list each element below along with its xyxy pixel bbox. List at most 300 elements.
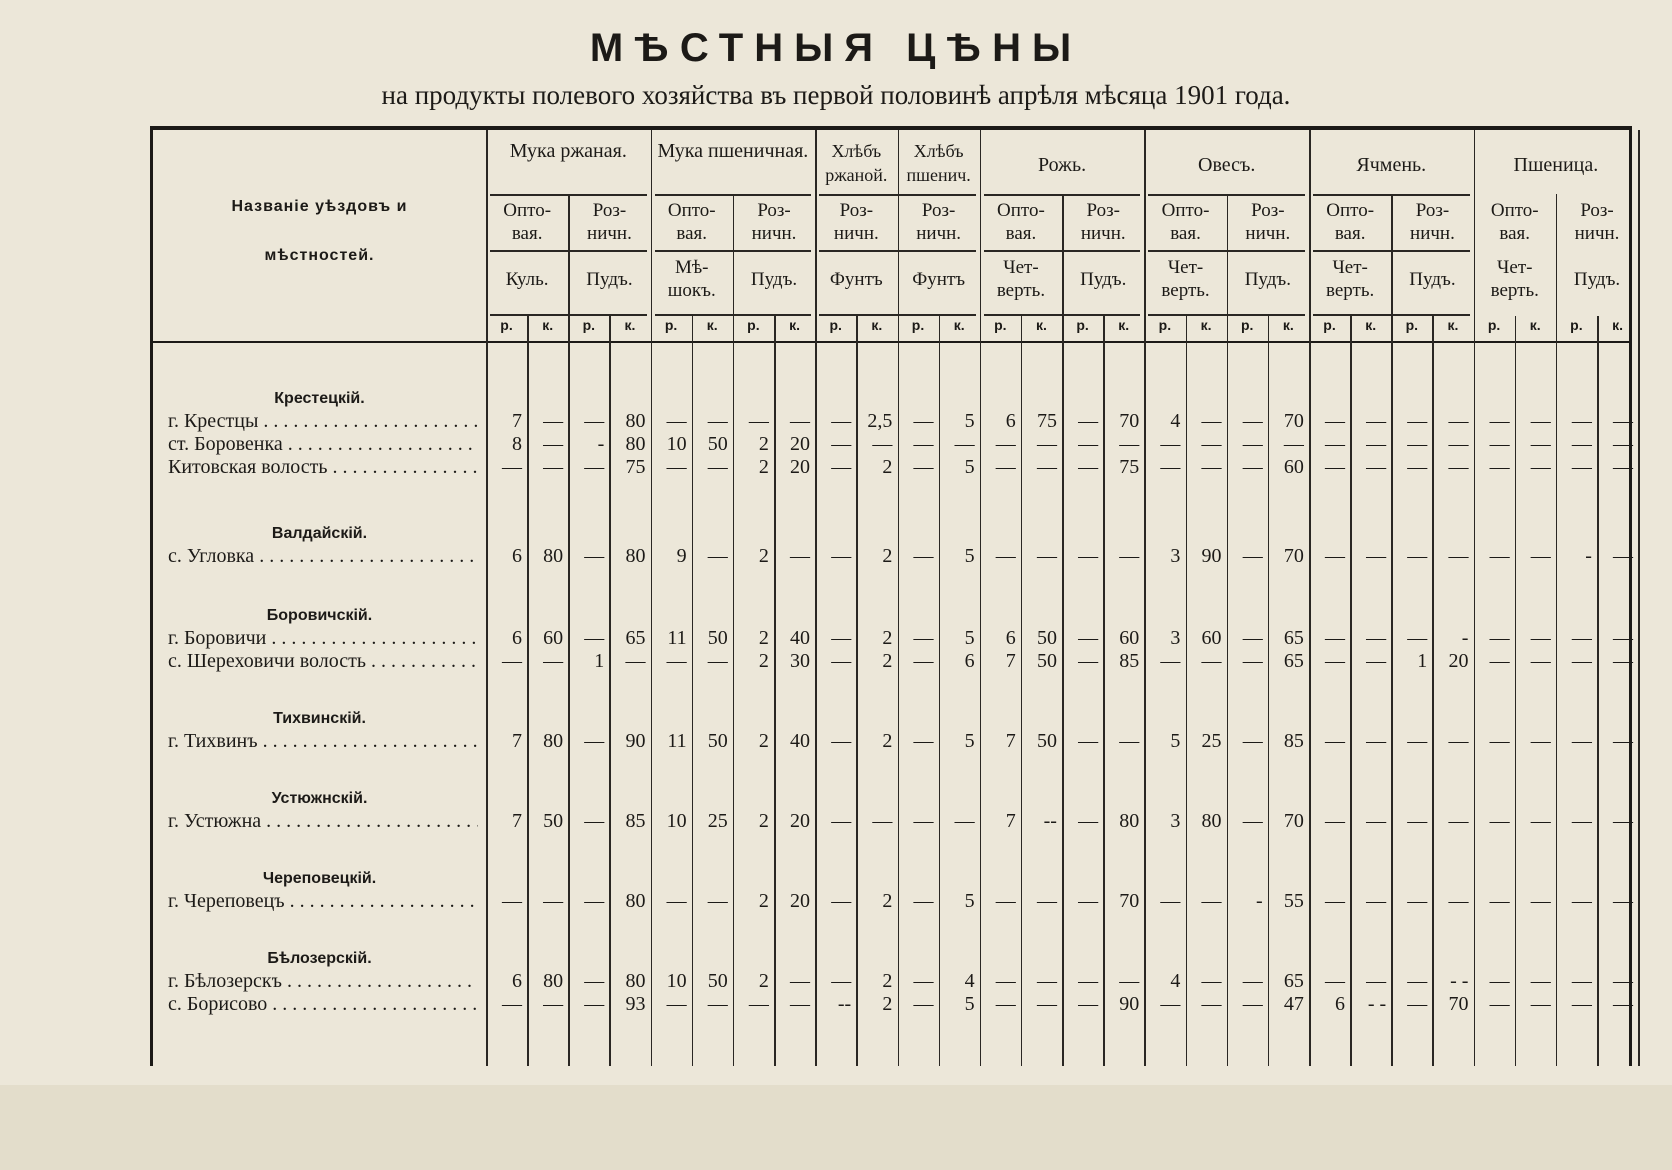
price-cell: — <box>1613 810 1634 832</box>
kopecks-label: к. <box>953 317 965 333</box>
price-cell: — <box>995 433 1016 455</box>
price-cell: 2 <box>758 730 769 752</box>
price-cell: — <box>831 970 852 992</box>
price-cell: — <box>995 456 1016 478</box>
price-cell: — <box>913 970 934 992</box>
price-cell: 2 <box>882 627 893 649</box>
price-cell: — <box>543 650 564 672</box>
subcolumn-type-header: Роз-ничн. <box>833 200 879 244</box>
group-header: Рожь. <box>1038 154 1087 176</box>
price-cell: — <box>1078 810 1099 832</box>
price-cell: 2 <box>882 993 893 1015</box>
price-cell: — <box>666 410 687 432</box>
rubles-label: р. <box>994 317 1007 333</box>
price-cell: 4 <box>964 970 975 992</box>
price-cell: 47 <box>1283 993 1304 1015</box>
subcolumn-type-header: Роз-ничн. <box>587 200 632 244</box>
price-cell: — <box>1613 890 1634 912</box>
price-cell: 75 <box>625 456 646 478</box>
price-cell: — <box>1366 890 1387 912</box>
price-cell: — <box>913 433 934 455</box>
price-cell: 5 <box>964 993 975 1015</box>
price-cell: 7 <box>1005 730 1016 752</box>
price-cell: — <box>1613 970 1634 992</box>
price-cell: — <box>666 890 687 912</box>
price-cell: — <box>1530 650 1551 672</box>
price-cell: 2 <box>758 627 769 649</box>
price-cell: 5 <box>964 410 975 432</box>
price-cell: 2 <box>758 970 769 992</box>
rubles-label: р. <box>911 317 925 333</box>
price-cell: — <box>1571 810 1592 832</box>
subcolumn-unit-header: Пудъ. <box>586 269 633 290</box>
price-cell: 50 <box>1036 627 1057 649</box>
unit-rule <box>655 314 812 316</box>
table-right-rule <box>1629 126 1632 1066</box>
price-cell: — <box>1489 545 1510 567</box>
price-cell: — <box>1242 650 1263 672</box>
place-name: г. Устюжна . . . <box>168 810 478 833</box>
price-cell: — <box>584 730 605 752</box>
price-cell: — <box>1489 410 1510 432</box>
price-cell: — <box>1366 433 1387 455</box>
table-left-rule <box>150 126 153 1066</box>
price-cell: — <box>584 545 605 567</box>
subcolumn-unit-header: Пудъ. <box>750 269 798 290</box>
price-cell: — <box>872 810 893 832</box>
price-cell: — <box>543 410 564 432</box>
price-cell: — <box>1325 627 1345 649</box>
price-cell: 85 <box>1119 650 1140 672</box>
district-heading: Тихвинскій. <box>273 710 366 727</box>
price-cell: — <box>1613 410 1634 432</box>
kopecks-label: к. <box>1612 317 1623 333</box>
price-cell: — <box>1160 456 1181 478</box>
place-name: с. Шереховичи волость . . . <box>168 650 478 673</box>
price-cell: 50 <box>707 433 728 455</box>
price-cell: — <box>995 545 1016 567</box>
price-cell: — <box>954 810 975 832</box>
price-cell: — <box>1201 993 1222 1015</box>
price-cell: — <box>790 970 811 992</box>
type-rule <box>1313 250 1470 252</box>
subcolumn-type-header: Роз-ничн. <box>751 200 797 244</box>
group-header: Мука пшеничная. <box>657 140 809 162</box>
price-cell: — <box>1530 810 1551 832</box>
price-cell: — <box>1242 433 1263 455</box>
price-cell: — <box>1489 970 1510 992</box>
price-cell: - <box>597 433 605 455</box>
price-cell: — <box>831 456 852 478</box>
price-cell: 80 <box>543 545 564 567</box>
price-cell: — <box>1160 650 1181 672</box>
price-cell: 8 <box>512 433 522 455</box>
price-cell: 5 <box>964 627 975 649</box>
price-cell: — <box>666 650 687 672</box>
subcolumn-type-header: Роз-ничн. <box>1410 200 1455 244</box>
subcolumn-unit-header: Пудъ. <box>1244 269 1291 290</box>
price-cell: — <box>1036 890 1057 912</box>
kopecks-label: к. <box>1447 317 1459 333</box>
price-cell: — <box>1407 890 1428 912</box>
column-rule <box>1638 130 1640 1066</box>
group-header: Ячмень. <box>1356 154 1427 176</box>
price-cell: 60 <box>1201 627 1222 649</box>
price-cell: 9 <box>676 545 687 567</box>
price-cell: — <box>1448 810 1469 832</box>
subcolumn-type-header: Опто-вая. <box>1490 200 1539 244</box>
price-cell: 60 <box>1119 627 1140 649</box>
group-rule <box>655 194 812 196</box>
price-cell: 80 <box>543 970 564 992</box>
kopecks-label: к. <box>871 317 883 333</box>
unit-rule <box>984 314 1141 316</box>
price-cell: 20 <box>790 456 811 478</box>
price-cell: 70 <box>1119 410 1140 432</box>
subcolumn-unit-header: Чет-верть. <box>1326 257 1375 301</box>
place-name: г. Череповецъ . . . <box>168 890 478 913</box>
type-rule <box>655 250 812 252</box>
price-cell: — <box>1407 627 1428 649</box>
price-cell: 2 <box>882 890 893 912</box>
price-cell: — <box>1078 970 1099 992</box>
rubles-label: р. <box>1076 317 1089 333</box>
price-cell: — <box>1242 545 1263 567</box>
kopecks-label: к. <box>1035 317 1047 333</box>
rubles-label: р. <box>1240 317 1254 333</box>
subcolumn-unit-header: Чет-верть. <box>1490 257 1539 301</box>
price-cell: — <box>1489 890 1510 912</box>
kopecks-label: к. <box>1365 317 1377 333</box>
price-cell: — <box>1530 730 1551 752</box>
price-cell: — <box>913 810 934 832</box>
price-cell: — <box>1201 970 1222 992</box>
group-header: Овесъ. <box>1198 154 1256 176</box>
price-cell: — <box>1036 433 1057 455</box>
rubles-label: р. <box>829 317 842 333</box>
price-cell: 25 <box>1201 730 1222 752</box>
price-cell: — <box>543 456 564 478</box>
price-cell: 80 <box>625 970 646 992</box>
price-cell: — <box>1160 433 1181 455</box>
price-cell: — <box>1448 545 1469 567</box>
price-cell: — <box>995 970 1016 992</box>
price-cell: 25 <box>707 810 728 832</box>
price-cell: 50 <box>707 627 728 649</box>
price-cell: — <box>1448 456 1469 478</box>
price-cell: — <box>1407 410 1428 432</box>
group-header: Мука ржаная. <box>509 140 627 162</box>
price-cell: 2 <box>882 456 893 478</box>
district-heading: Бѣлозерскій. <box>267 950 372 967</box>
price-cell: -- <box>837 993 852 1015</box>
price-cell: 55 <box>1283 890 1304 912</box>
price-cell: - <box>1461 627 1469 649</box>
price-cell: — <box>1571 970 1592 992</box>
price-cell: 70 <box>1119 890 1140 912</box>
price-cell: — <box>1242 970 1263 992</box>
subcolumn-type-header: Роз-ничн. <box>916 200 962 244</box>
district-heading: Крестецкій. <box>274 390 365 407</box>
price-cell: 80 <box>625 890 646 912</box>
price-cell: 80 <box>625 545 646 567</box>
price-cell: — <box>831 730 852 752</box>
price-cell: 3 <box>1170 627 1181 649</box>
price-cell: — <box>1325 545 1345 567</box>
district-heading: Валдайскій. <box>271 525 368 542</box>
price-cell: — <box>1036 970 1057 992</box>
price-cell: — <box>1613 993 1634 1015</box>
price-cell: — <box>1530 890 1551 912</box>
subcolumn-type-header: Роз-ничн. <box>1080 200 1126 244</box>
price-cell: — <box>1242 456 1263 478</box>
price-cell: — <box>1530 993 1551 1015</box>
price-cell: — <box>1078 410 1099 432</box>
price-cell: — <box>913 627 934 649</box>
price-cell: 30 <box>790 650 811 672</box>
price-cell: 50 <box>1036 730 1057 752</box>
place-name: г. Крестцы . . . <box>168 410 478 433</box>
price-cell: — <box>1613 456 1634 478</box>
price-cell: 5 <box>1170 730 1181 752</box>
price-cell: — <box>1366 410 1387 432</box>
price-cell: 5 <box>964 545 975 567</box>
price-cell: 2,5 <box>867 410 893 432</box>
price-cell: 2 <box>882 650 893 672</box>
price-cell: — <box>1366 730 1387 752</box>
price-cell: 90 <box>1119 993 1140 1015</box>
price-cell: — <box>707 993 728 1015</box>
price-cell: — <box>1201 433 1222 455</box>
subcolumn-unit-header: Чет-верть. <box>1161 257 1210 301</box>
price-cell: — <box>1448 890 1469 912</box>
price-cell: — <box>1530 545 1551 567</box>
price-cell: — <box>1571 627 1592 649</box>
price-cell: 7 <box>1005 810 1016 832</box>
price-cell: — <box>1119 433 1140 455</box>
district-heading: Череповецкій. <box>262 870 377 887</box>
kopecks-label: к. <box>706 317 718 333</box>
price-cell: 65 <box>1283 650 1304 672</box>
price-cell: — <box>584 993 605 1015</box>
subcolumn-type-header: Опто-вая. <box>997 200 1045 244</box>
price-cell: — <box>1489 627 1510 649</box>
subcolumn-unit-header: Пудъ. <box>1409 269 1456 290</box>
price-cell: — <box>1489 810 1510 832</box>
price-cell: — <box>1407 970 1428 992</box>
price-cell: 1 <box>594 650 605 672</box>
place-name: ст. Боровенка . . . <box>168 433 478 456</box>
price-cell: 40 <box>790 627 811 649</box>
rubles-label: р. <box>1487 317 1501 333</box>
price-cell: — <box>1571 650 1592 672</box>
group-rule <box>490 194 647 196</box>
group-rule <box>984 194 1141 196</box>
type-rule <box>490 250 647 252</box>
names-header-line1: Названіе уѣздовъ и <box>231 198 408 215</box>
price-cell: — <box>831 545 852 567</box>
price-cell: — <box>1407 456 1428 478</box>
price-cell: — <box>1078 650 1099 672</box>
price-cell: — <box>1489 650 1510 672</box>
price-cell: 50 <box>707 730 728 752</box>
price-cell: 90 <box>625 730 646 752</box>
price-cell: — <box>1613 650 1634 672</box>
price-cell: 20 <box>790 890 811 912</box>
rubles-label: р. <box>747 317 760 333</box>
price-cell: — <box>748 993 769 1015</box>
price-cell: — <box>1571 730 1592 752</box>
price-cell: — <box>502 993 522 1015</box>
price-cell: — <box>1489 433 1510 455</box>
price-cell: 75 <box>1119 456 1140 478</box>
price-cell: 20 <box>790 433 811 455</box>
kopecks-label: к. <box>624 317 636 333</box>
price-cell: — <box>584 810 605 832</box>
price-cell: — <box>1078 627 1099 649</box>
price-cell: — <box>707 545 728 567</box>
group-header: Хлѣбъ ржаной. <box>825 141 888 185</box>
price-cell: — <box>1242 993 1263 1015</box>
price-cell: 50 <box>1036 650 1057 672</box>
kopecks-label: к. <box>1529 317 1541 333</box>
price-cell: 2 <box>758 545 769 567</box>
price-cell: 70 <box>1283 410 1304 432</box>
price-cell: 70 <box>1283 545 1304 567</box>
price-cell: 75 <box>1036 410 1057 432</box>
price-cell: 50 <box>707 970 728 992</box>
price-cell: 11 <box>667 627 687 649</box>
price-cell: — <box>790 545 811 567</box>
district-heading: Устюжнскій. <box>271 790 368 807</box>
place-name: г. Тихвинъ . . . <box>168 730 478 753</box>
price-cell: — <box>584 456 605 478</box>
price-cell: - <box>1585 545 1592 567</box>
page-subtitle: на продукты полевого хозяйства въ первой половинѣ апрѣля мѣсяца 1901 года. <box>381 80 1291 110</box>
group-rule <box>819 194 976 196</box>
price-cell: — <box>1325 456 1345 478</box>
price-cell: — <box>1242 410 1263 432</box>
price-cell: — <box>1078 433 1099 455</box>
type-rule <box>984 250 1141 252</box>
price-cell: 20 <box>790 810 811 832</box>
price-cell: — <box>1366 970 1387 992</box>
price-cell: — <box>1613 730 1634 752</box>
price-cell: — <box>1325 410 1345 432</box>
price-cell: — <box>913 993 934 1015</box>
rubles-label: р. <box>1323 317 1336 333</box>
price-cell: — <box>584 890 605 912</box>
place-name: с. Угловка . . . <box>168 545 478 568</box>
price-cell: — <box>913 456 934 478</box>
price-cell: 40 <box>790 730 811 752</box>
price-cell: — <box>1078 890 1099 912</box>
price-cell: 85 <box>1283 730 1304 752</box>
price-cell: 60 <box>1283 456 1304 478</box>
subcolumn-type-header: Роз-ничн. <box>1245 200 1291 244</box>
price-cell: — <box>707 650 728 672</box>
names-header-line2: мѣстностей. <box>264 247 375 264</box>
price-cell: 1 <box>1417 650 1428 672</box>
price-cell: — <box>913 410 934 432</box>
price-cell: 65 <box>1283 627 1304 649</box>
price-cell: -- <box>1043 810 1057 832</box>
price-cell: — <box>1448 730 1469 752</box>
price-cell: — <box>666 993 687 1015</box>
price-cell: — <box>831 410 852 432</box>
price-cell: 93 <box>625 993 646 1015</box>
price-cell: 4 <box>1170 970 1181 992</box>
subcolumn-type-header: Опто-вая. <box>503 200 552 244</box>
price-cell: 5 <box>964 456 975 478</box>
subcolumn-type-header: Опто-вая. <box>1326 200 1375 244</box>
kopecks-label: к. <box>789 317 800 333</box>
price-cell: — <box>1119 730 1140 752</box>
price-cell: 6 <box>512 627 522 649</box>
price-cell: 6 <box>964 650 975 672</box>
price-cell: 3 <box>1170 545 1181 567</box>
group-header: Хлѣбъ пшенич. <box>906 141 971 185</box>
subcolumn-unit-header: Пудъ. <box>1573 269 1621 290</box>
price-cell: — <box>1078 545 1099 567</box>
unit-rule <box>490 314 647 316</box>
subcolumn-unit-header: Мѣ-шокъ. <box>667 257 716 301</box>
price-cell: — <box>1571 456 1592 478</box>
price-cell: — <box>584 627 605 649</box>
price-cell: — <box>1448 433 1469 455</box>
price-cell: — <box>1325 970 1345 992</box>
kopecks-label: к. <box>1118 317 1130 333</box>
price-cell: — <box>1530 456 1551 478</box>
price-cell: — <box>831 890 852 912</box>
price-cell: — <box>831 627 852 649</box>
group-header: Пшеница. <box>1513 154 1599 176</box>
price-cell: — <box>995 993 1016 1015</box>
price-cell: — <box>543 890 564 912</box>
price-cell: — <box>1119 545 1140 567</box>
rubles-label: р. <box>1158 317 1172 333</box>
rubles-label: р. <box>664 317 678 333</box>
subcolumn-unit-header: Фунтъ <box>912 269 966 290</box>
price-cell: — <box>1325 890 1345 912</box>
price-cell: — <box>790 993 811 1015</box>
price-cell: — <box>1407 810 1428 832</box>
price-cell: — <box>1036 993 1057 1015</box>
price-cell: 2 <box>758 456 769 478</box>
price-cell: — <box>1242 627 1263 649</box>
price-cell: — <box>1201 890 1222 912</box>
kopecks-label: к. <box>1282 317 1294 333</box>
subcolumn-unit-header: Чет-верть. <box>996 257 1046 301</box>
price-cell: 7 <box>512 810 522 832</box>
price-cell: — <box>584 410 605 432</box>
header-bottom-rule <box>153 341 1629 343</box>
price-cell: 10 <box>666 433 687 455</box>
price-cell: - - <box>1450 970 1469 992</box>
price-cell: — <box>1160 993 1181 1015</box>
table-top-rule <box>150 126 1632 130</box>
price-cell: 90 <box>1201 545 1222 567</box>
price-cell: — <box>625 650 646 672</box>
subcolumn-unit-header: Фунтъ <box>829 269 883 290</box>
group-rule <box>1148 194 1305 196</box>
price-cell: — <box>1078 456 1099 478</box>
price-cell: — <box>1325 730 1345 752</box>
price-cell: 6 <box>1335 993 1345 1015</box>
price-cell: — <box>1489 456 1510 478</box>
price-cell: 85 <box>625 810 646 832</box>
unit-rule <box>1313 314 1470 316</box>
